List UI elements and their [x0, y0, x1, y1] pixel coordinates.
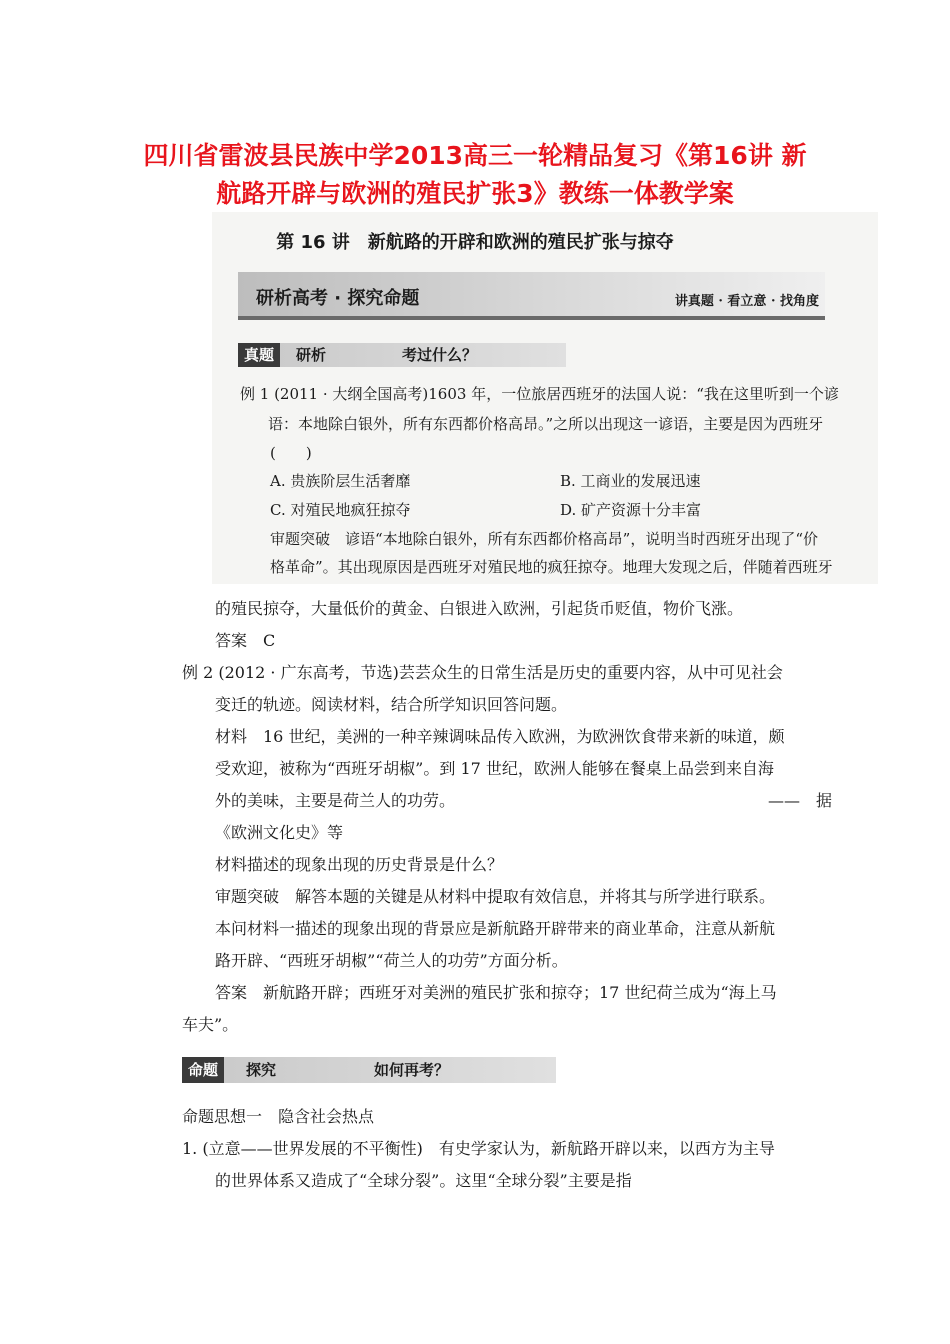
material-line-2: 受欢迎，被称为“西班牙胡椒”。到 17 世纪，欧洲人能够在餐桌上品尝到来自海 [215, 759, 774, 778]
material-source: 《欧洲文化史》等 [215, 823, 344, 842]
body-line: 的殖民掠夺，大量低价的黄金、白银进入欧洲，引起货币贬值，物价飞涨。 [215, 599, 744, 618]
tag-mingti-box: 命题 [182, 1057, 224, 1083]
tag-mingti [182, 1057, 556, 1083]
example2-line-2: 变迁的轨迹。阅读材料，结合所学知识回答问题。 [215, 695, 568, 714]
section-band-subtitle: 讲真题 · 看立意 · 找角度 [674, 294, 819, 309]
question1-line-2: 的世界体系又造成了“全球分裂”。这里“全球分裂”主要是指 [215, 1171, 632, 1190]
option-d: D. 矿产资源十分丰富 [560, 501, 702, 519]
option-b: B. 工商业的发展迅速 [560, 472, 701, 490]
document-title-line-2: 航路开辟与欧洲的殖民扩张3》教练一体教学案 [216, 179, 734, 208]
lecture-title: 第 16 讲 新航路的开辟和欧洲的殖民扩张与掠夺 [276, 232, 674, 253]
tag-zhenti [238, 343, 566, 367]
tag-zhenti-box: 真题 [238, 343, 280, 367]
option-c: C. 对殖民地疯狂掠夺 [270, 501, 411, 519]
question1-line-1: 1. (立意——世界发展的不平衡性) 有史学家认为，新航路开辟以来，以西方为主导 [182, 1139, 775, 1158]
example1-blank: ( ) [270, 444, 312, 462]
document-title-line-1: 四川省雷波县民族中学2013高三一轮精品复习《第16讲 新 [143, 141, 807, 170]
tag-zhenti-question: 考过什么？ [402, 346, 478, 364]
analysis2-line-1: 审题突破 解答本题的关键是从材料中提取有效信息，并将其与所学进行联系。 [215, 887, 776, 906]
example1-line-1: 例 1 (2011 · 大纲全国高考)1603 年，一位旅居西班牙的法国人说：“我在这里听到一个谚 [240, 385, 839, 403]
tag-mingti-mid: 探究 [246, 1061, 277, 1079]
section-band [238, 272, 825, 320]
analysis2-line-2: 本问材料一描述的现象出现的背景应是新航路开辟带来的商业革命，注意从新航 [215, 919, 776, 938]
question-line: 材料描述的现象出现的历史背景是什么？ [215, 855, 504, 874]
answer-2-line-2: 车夫”。 [182, 1015, 239, 1034]
option-a: A. 贵族阶层生活奢靡 [270, 472, 411, 490]
analysis-line-2: 格革命”。其出现原因是西班牙对殖民地的疯狂掠夺。地理大发现之后，伴随着西班牙 [270, 558, 833, 576]
thought-heading: 命题思想一 隐含社会热点 [182, 1107, 375, 1126]
analysis2-line-3: 路开辟、“西班牙胡椒”“荷兰人的功劳”方面分析。 [215, 951, 568, 970]
material-line-3: 外的美味，主要是荷兰人的功劳。 [215, 791, 456, 810]
analysis-line-1: 审题突破 谚语“本地除白银外，所有东西都价格高昂”，说明当时西班牙出现了“价 [270, 530, 819, 548]
material-line-1: 材料 16 世纪，美洲的一种辛辣调味品传入欧洲，为欧洲饮食带来新的味道，颇 [215, 727, 785, 746]
tag-zhenti-mid: 研析 [296, 346, 327, 364]
section-band-title: 研析高考 · 探究命题 [256, 288, 420, 309]
answer-2-line-1: 答案 新航路开辟；西班牙对美洲的殖民扩张和掠夺；17 世纪荷兰成为“海上马 [215, 983, 777, 1002]
tag-mingti-question: 如何再考？ [374, 1061, 450, 1079]
answer-1: 答案 C [215, 631, 276, 650]
material-source-dash: —— 据 [768, 791, 833, 810]
example2-line-1: 例 2 (2012 · 广东高考，节选)芸芸众生的日常生活是历史的重要内容，从中可见社会 [182, 663, 783, 682]
example1-line-2: 语：本地除白银外，所有东西都价格高昂。”之所以出现这一谚语，主要是因为西班牙 [268, 415, 824, 433]
